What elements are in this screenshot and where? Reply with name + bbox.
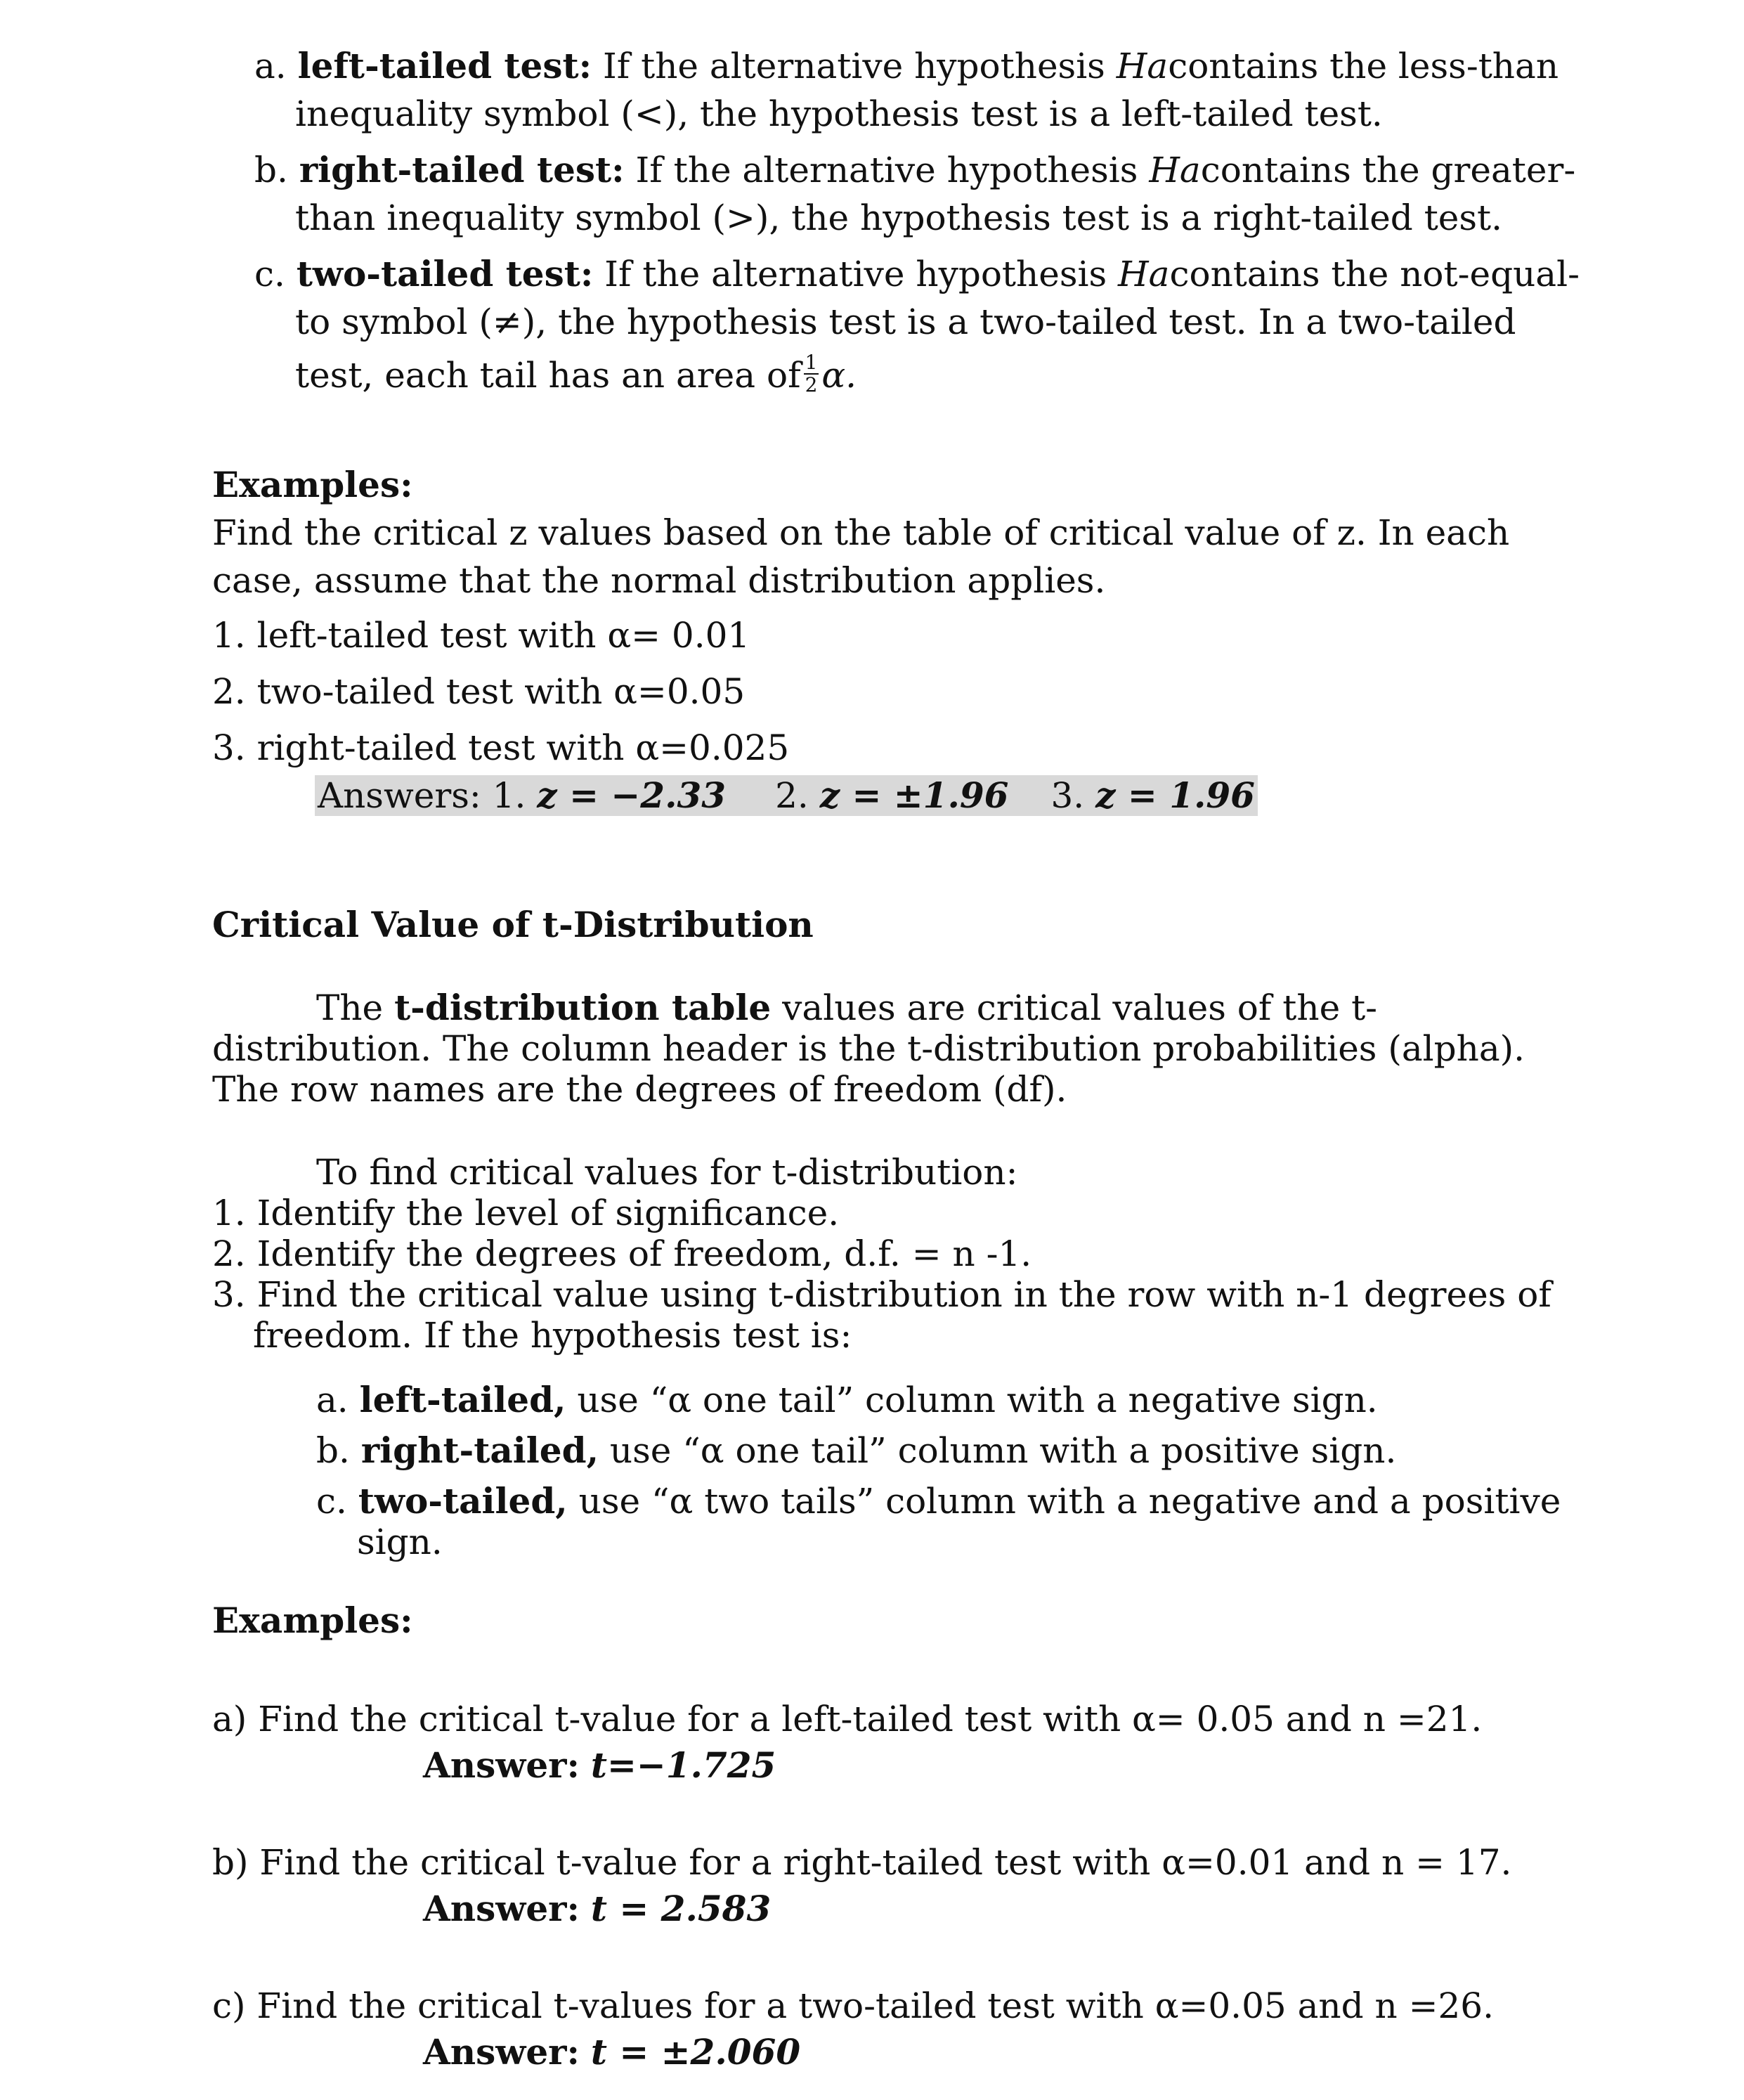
sub-bold: left-tailed, (359, 1379, 566, 1420)
step-item: 2. Identify the degrees of freedom, d.f. = n -1. (212, 1233, 1032, 1274)
term-right-tailed: right-tailed test: (299, 149, 625, 190)
example-answer (423, 2031, 800, 2073)
sub-bold: right-tailed, (360, 1430, 599, 1471)
para-bold: t-distribution table (394, 987, 772, 1028)
def-text: If the alternative hypothesis (602, 46, 1105, 86)
answers-line (315, 774, 1258, 817)
list-letter: c. (254, 254, 285, 294)
def-text: contains the less-than (1168, 46, 1559, 86)
example-question: c) Find the critical t-values for a two-tailed test with α=0.05 and n =26. (212, 1985, 1494, 2026)
intro-line: Find the critical z values based on the table of critical value of z. In each (212, 512, 1510, 553)
example-question: b) Find the critical t-value for a right-tailed test with α=0.01 and n = 17. (212, 1842, 1512, 1883)
intro-line: case, assume that the normal distribution applies. (212, 560, 1106, 601)
sub-item-c (316, 1480, 1561, 1522)
heading-text: Critical Value of t-Distribution (212, 904, 814, 945)
answer-3: z = 1.96 (1095, 774, 1255, 816)
step-item: 1. Identify the level of significance. (212, 1193, 840, 1233)
step-item-cont: freedom. If the hypothesis test is: (253, 1315, 852, 1356)
sub-item-a (316, 1379, 1378, 1421)
def-text: test, each tail has an area of (295, 355, 801, 396)
answer-num: 3. (1050, 775, 1085, 816)
examples-heading (212, 1600, 413, 1642)
heading-text: Examples: (212, 464, 413, 505)
steps-intro: To find critical values for t-distribution: (316, 1152, 1018, 1193)
sub-text: use “α one tail” column with a negative sign. (577, 1380, 1378, 1420)
ha-symbol: Ha (1149, 150, 1201, 190)
step-item: 3. Find the critical value using t-distribution in the row with n-1 degrees of (212, 1274, 1551, 1315)
answers-highlight (315, 775, 1258, 816)
tail-def-c (254, 253, 1580, 295)
list-letter: b. (316, 1430, 350, 1471)
paragraph-line (316, 987, 1377, 1029)
def-text-line3 (295, 351, 857, 400)
heading-text: Examples: (212, 1600, 413, 1641)
example-answer (423, 1888, 771, 1930)
def-text-line2: to symbol (≠), the hypothesis test is a two-tailed test. In a two-tailed (295, 302, 1516, 342)
para-text: values are critical values of the t- (782, 987, 1378, 1028)
tail-def-b (254, 149, 1575, 191)
answer-label: Answer: (423, 2031, 580, 2073)
answer-label: Answer: (423, 1888, 580, 1929)
list-item: 2. two-tailed test with α=0.05 (212, 671, 746, 712)
def-text: If the alternative hypothesis (635, 150, 1138, 190)
fraction-denominator: 2 (805, 373, 818, 396)
answers-label: Answers: 1. (318, 775, 526, 816)
def-text: contains the not-equal- (1169, 254, 1580, 294)
list-letter: b. (254, 150, 288, 190)
term-left-tailed: left-tailed test: (297, 45, 592, 86)
answer-2: z = ±1.96 (819, 774, 1009, 816)
section-heading (212, 904, 814, 946)
example-answer (423, 1744, 776, 1787)
answer-num: 2. (775, 775, 809, 816)
list-letter: a. (316, 1380, 349, 1420)
def-text: If the alternative hypothesis (604, 254, 1107, 294)
para-text: The (316, 987, 384, 1028)
answer-1: z = −2.33 (537, 774, 727, 816)
def-text-line2: inequality symbol (<), the hypothesis test is a left-tailed test. (295, 93, 1383, 134)
list-item: 1. left-tailed test with α= 0.01 (212, 615, 750, 656)
sub-item-b (316, 1430, 1396, 1472)
term-two-tailed: two-tailed test: (296, 253, 594, 294)
answer-label: Answer: (423, 1744, 580, 1786)
alpha-symbol: α. (821, 355, 857, 396)
sub-bold: two-tailed, (358, 1480, 568, 1522)
examples-heading (212, 464, 413, 506)
ha-symbol: Ha (1118, 254, 1170, 294)
def-text-line2: than inequality symbol (>), the hypothesis test is a right-tailed test. (295, 197, 1503, 238)
paragraph-line: distribution. The column header is the t-distribution probabilities (alpha). (212, 1028, 1525, 1069)
answer-value: t = 2.583 (590, 1888, 772, 1929)
fraction-one-half (804, 352, 819, 396)
sub-text-cont: sign. (357, 1522, 443, 1562)
fraction-numerator: 1 (805, 351, 818, 374)
paragraph-line: The row names are the degrees of freedom (df). (212, 1069, 1067, 1110)
ha-symbol: Ha (1116, 46, 1169, 86)
answer-value: t = ±2.060 (590, 2031, 801, 2073)
list-item: 3. right-tailed test with α=0.025 (212, 727, 790, 768)
sub-text: use “α one tail” column with a positive sign. (609, 1430, 1397, 1471)
def-text: contains the greater- (1200, 150, 1576, 190)
answer-value: t=−1.725 (590, 1744, 776, 1786)
example-question: a) Find the critical t-value for a left-tailed test with α= 0.05 and n =21. (212, 1699, 1483, 1739)
tail-def-a (254, 45, 1558, 87)
list-letter: c. (316, 1481, 347, 1522)
sub-text: use “α two tails” column with a negative and a positive (578, 1481, 1561, 1522)
list-letter: a. (254, 46, 287, 86)
